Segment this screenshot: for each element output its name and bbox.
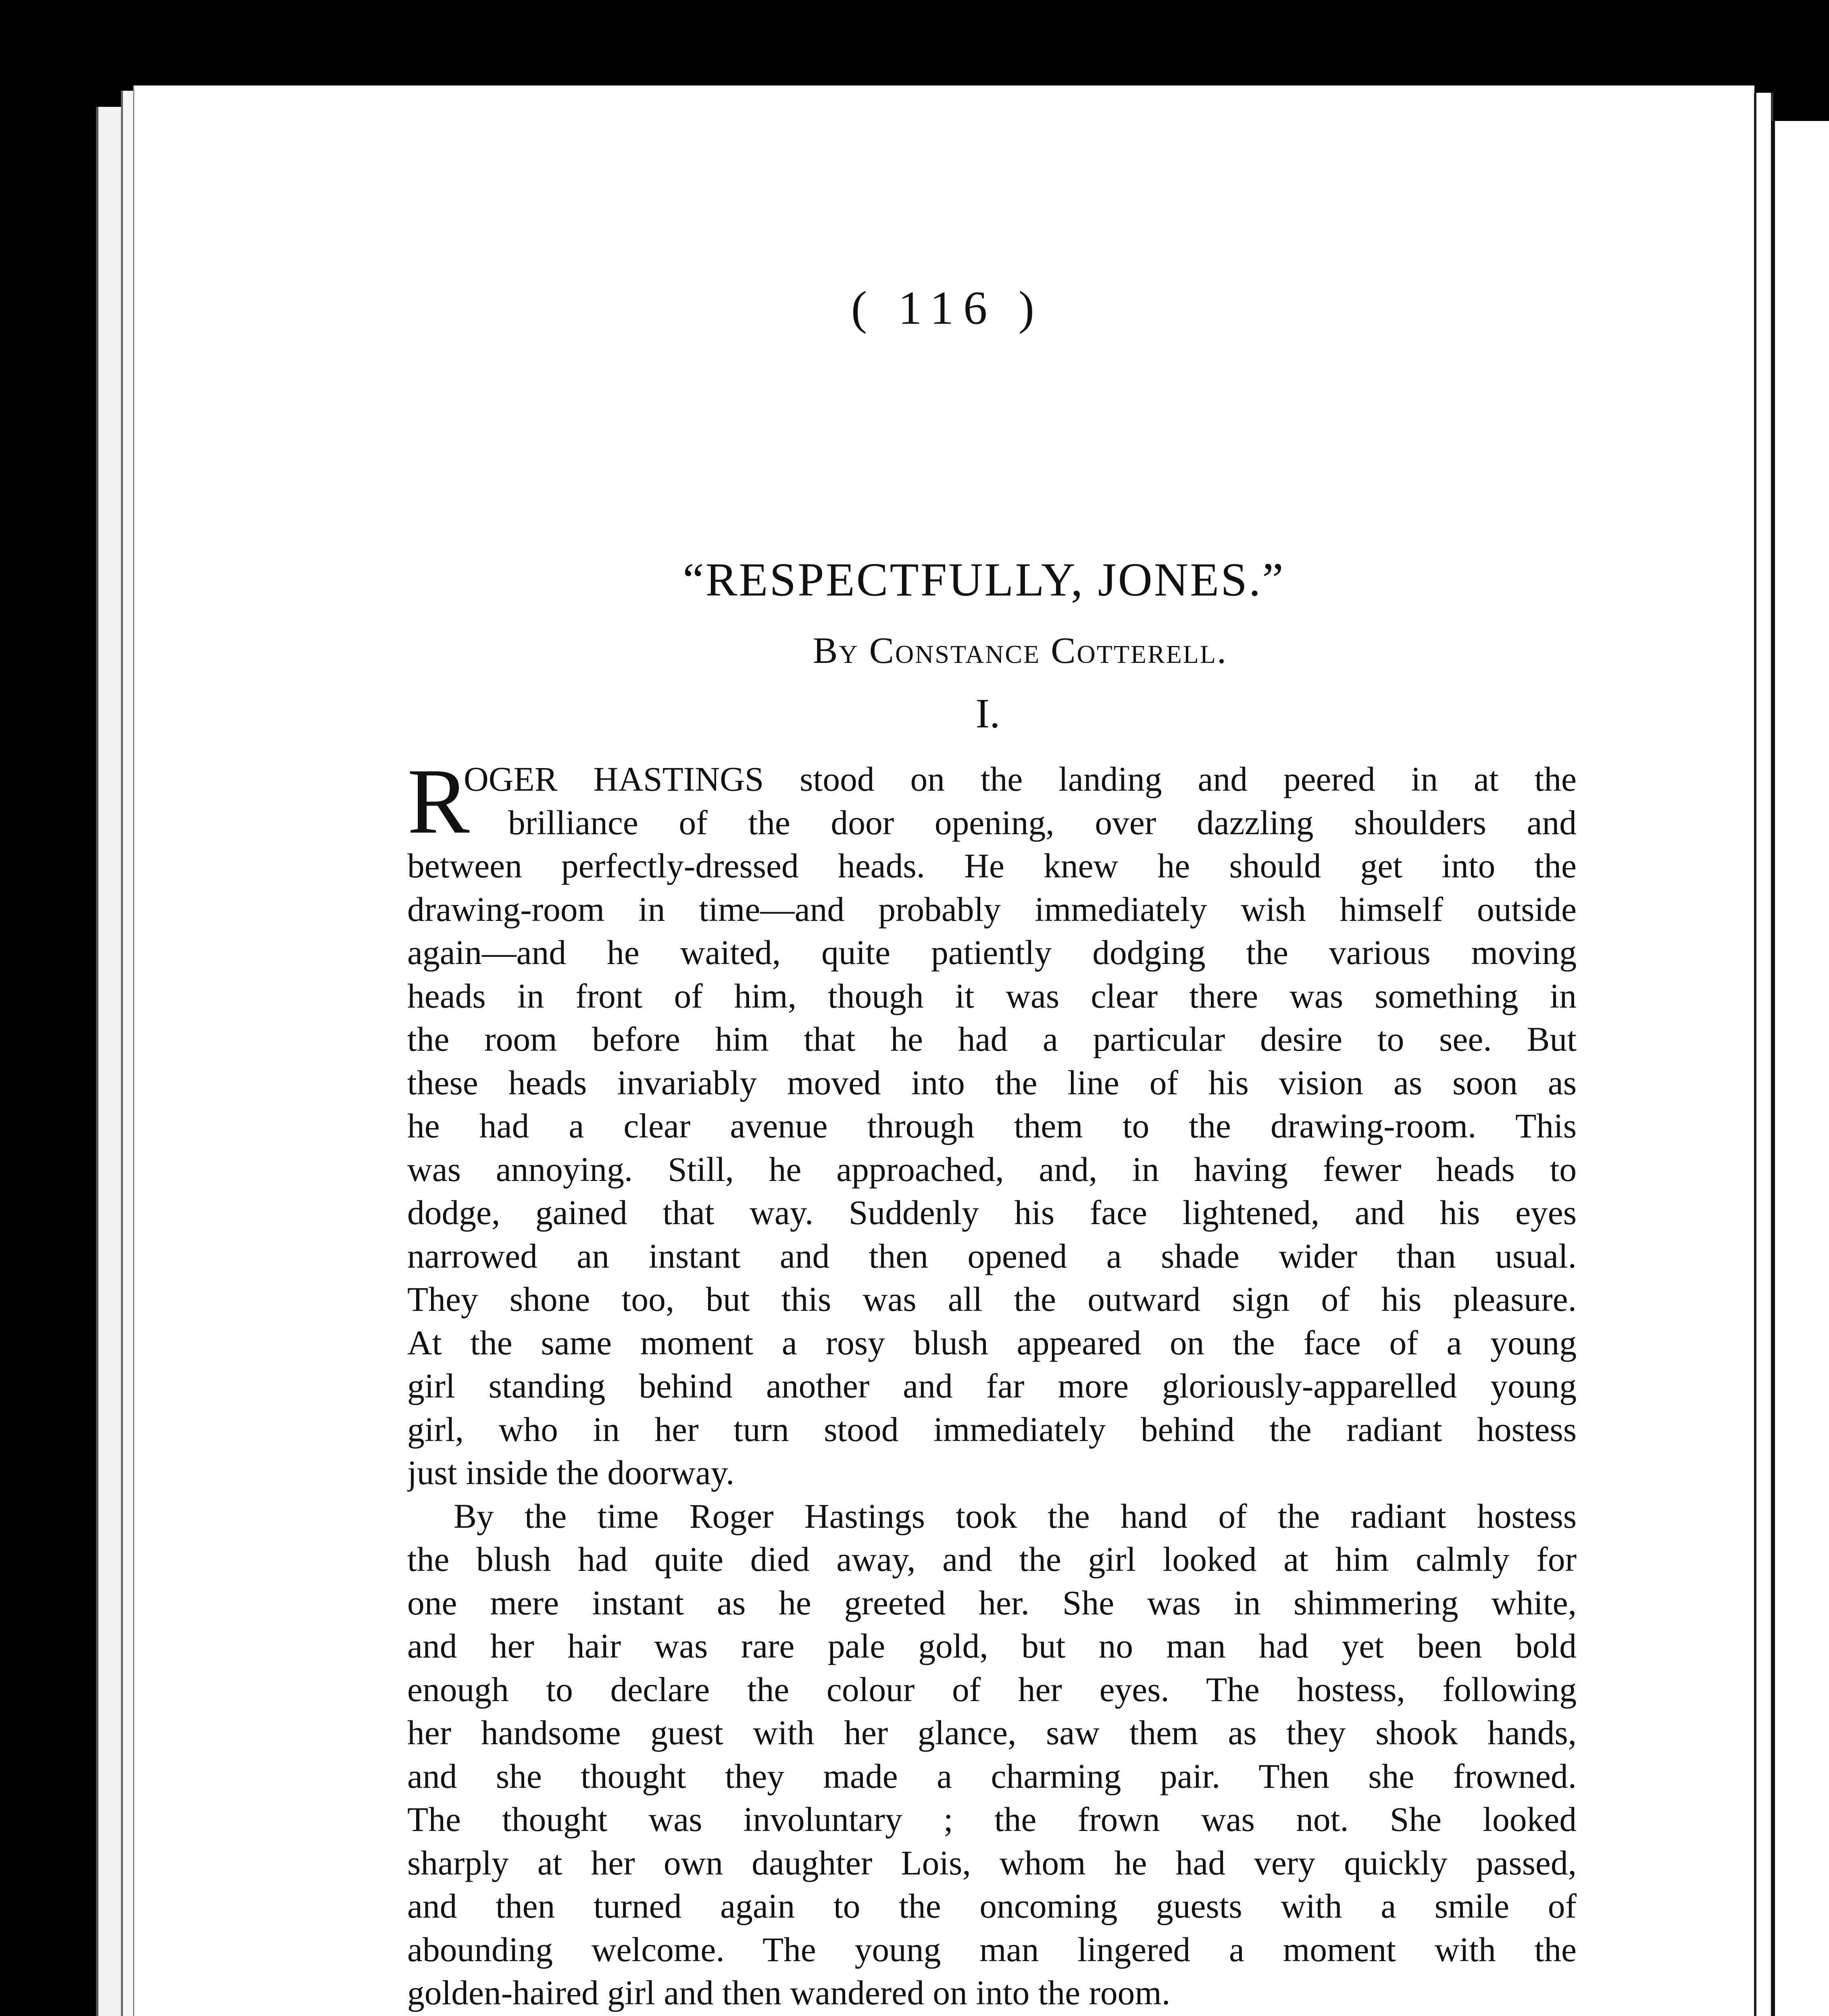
chapter-number: I. [975, 690, 1000, 737]
text-line: drawing-room in time—and probably immediately wish himself outside [407, 890, 1577, 929]
text-line: The thought was involuntary ; the frown was not. She looked [407, 1801, 1577, 1839]
text-line: sharply at her own daughter Lois, whom he had very quickly passed, [407, 1844, 1577, 1882]
text-line: the blush had quite died away, and the girl looked at him calmly for [407, 1541, 1577, 1579]
text-line: and her hair was rare pale gold, but no man had yet been bold [407, 1627, 1577, 1665]
text-line: golden-haired girl and then wandered on into the room. [407, 1974, 1171, 2012]
text-line: heads in front of him, though it was clear there was something in [407, 977, 1577, 1015]
story-byline: By Constance Cotterell. [813, 630, 1227, 671]
text-line: just inside the doorway. [407, 1454, 735, 1492]
text-line: and she thought they made a charming pair. Then she frowned. [407, 1757, 1577, 1795]
text-line: dodge, gained that way. Suddenly his face lightened, and his eyes [407, 1194, 1577, 1232]
story-title: “RESPECTFULLY, JONES.” [683, 553, 1285, 606]
text-line: They shone too, but this was all the outward sign of his pleasure. [407, 1281, 1577, 1318]
text-line: girl, who in her turn stood immediately behind the radiant hostess [407, 1410, 1577, 1449]
text-line: abounding welcome. The young man lingered a moment with the [407, 1931, 1577, 1969]
story-body [407, 750, 1577, 2016]
page-number: ( 116 ) [851, 281, 1044, 334]
text-line: narrowed an instant and then opened a shade wider than usual. [407, 1237, 1577, 1275]
text-line: At the same moment a rosy blush appeared on the face of a young [407, 1324, 1577, 1362]
text-line: was annoying. Still, he approached, and, in having fewer heads to [407, 1150, 1577, 1189]
text-line: brilliance of the door opening, over dazzling shoulders and [508, 804, 1577, 842]
text-line: one mere instant as he greeted her. She was in shimmering white, [407, 1584, 1577, 1622]
text-line: the room before him that he had a particular desire to see. But [407, 1020, 1577, 1058]
text-line: girl standing behind another and far more gloriously-apparelled young [407, 1367, 1577, 1405]
text-line: her handsome guest with her glance, saw them as they shook hands, [407, 1714, 1577, 1752]
text-line: and then turned again to the oncoming guests with a smile of [407, 1887, 1577, 1925]
facing-page-edge [1771, 121, 1829, 2016]
text-line: enough to declare the colour of her eyes. The hostess, following [407, 1670, 1577, 1709]
text-line: he had a clear avenue through them to the drawing-room. This [407, 1107, 1577, 1145]
text-line: these heads invariably moved into the line of his vision as soon as [407, 1064, 1577, 1102]
text-line: By the time Roger Hastings took the hand of the radiant hostess [454, 1497, 1577, 1535]
book-spine [1754, 93, 1773, 2016]
drop-cap: R [407, 750, 470, 853]
text-line: between perfectly-dressed heads. He knew he should get into the [407, 847, 1577, 885]
text-line: again—and he waited, quite patiently dodging the various moving [407, 934, 1577, 972]
text-line: OGER HASTINGS stood on the landing and peered in at the [464, 760, 1577, 798]
